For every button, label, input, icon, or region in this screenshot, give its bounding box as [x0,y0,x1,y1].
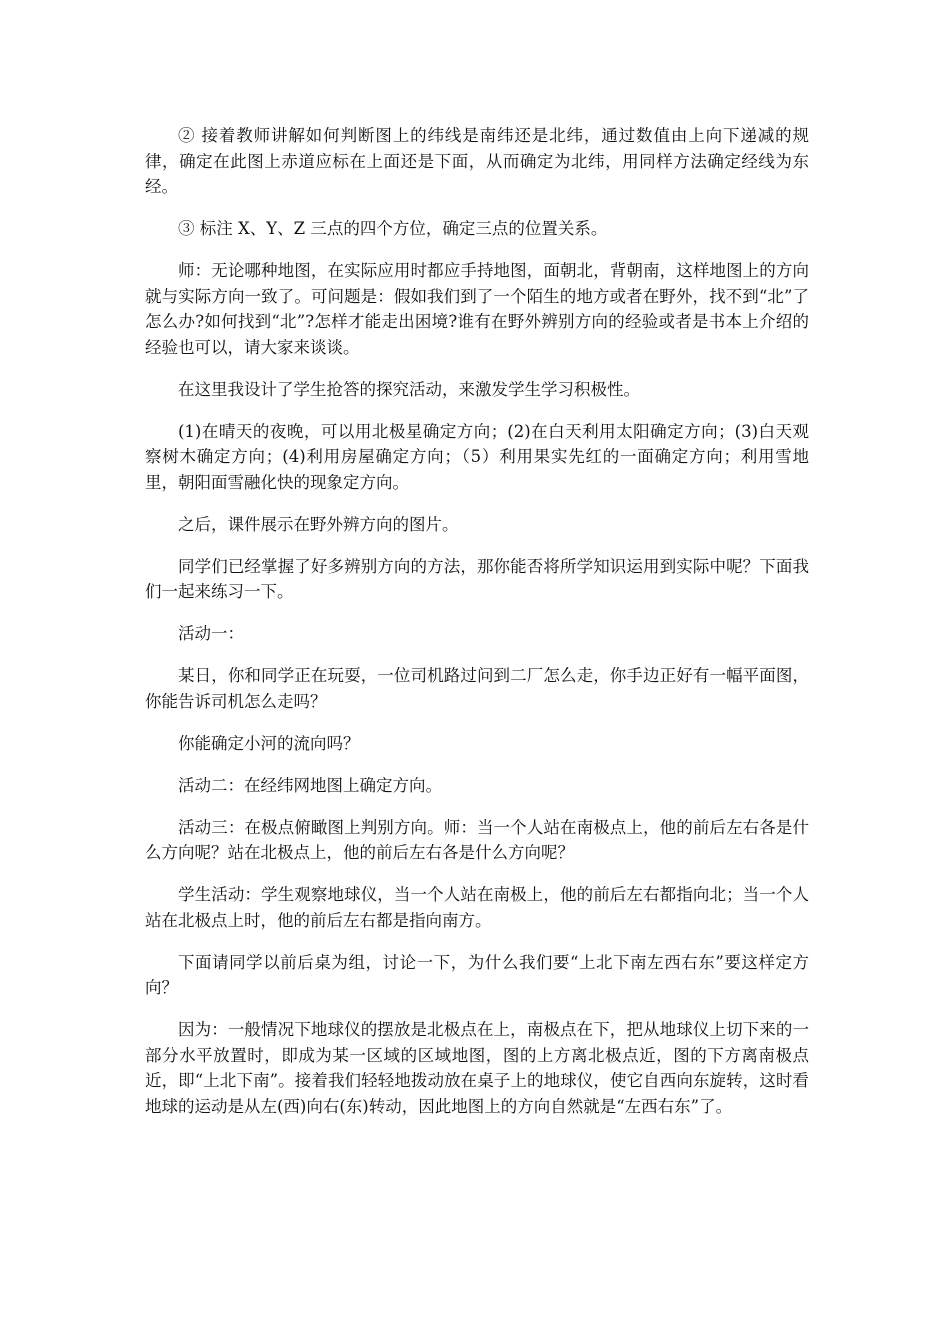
paragraph-step-2: ② 接着教师讲解如何判断图上的纬线是南纬还是北纬，通过数值由上向下递减的规律，确定在此图上赤道应标在上面还是下面，从而确定为北纬，用同样方法确定经线为东经。 [145,126,809,196]
paragraph-methods-list: (1)在晴天的夜晚，可以用北极星确定方向；(2)在白天利用太阳确定方向；(3)白天观察树木确定方向；(4)利用房屋确定方向；（5）利用果实先红的一面确定方向；利用雪地里，朝阳面雪融化快的现象定方向。 [145,421,809,492]
paragraph-teacher-question: 师：无论哪种地图，在实际应用时都应手持地图，面朝北，背朝南，这样地图上的方向就与实际方向一致了。可问题是：假如我们到了一个陌生的地方或者在野外，找不到“北”了怎么办?如何找到“北”?怎样才能走出困境?谁有在野外辨别方向的经验或者是书本上介绍的经验也可以，请大家来谈谈。 [145,261,809,357]
paragraph-activity-3: 活动三：在极点俯瞰图上判别方向。师：当一个人站在南极点上，他的前后左右各是什么方向呢？站在北极点上，他的前后左右各是什么方向呢？ [145,817,809,862]
paragraph-step-3: ③ 标注 X、Y、Z 三点的四个方位，确定三点的位置关系。 [178,219,608,238]
paragraph-activity-2: 活动二：在经纬网地图上确定方向。 [178,775,442,795]
paragraph-student-activity: 学生活动：学生观察地球仪，当一个人站在南极上，他的前后左右都指向北；当一个人站在北极点上时，他的前后左右都是指向南方。 [145,885,809,930]
paragraph-activity-1-scenario: 某日，你和同学正在玩耍，一位司机路过问到二厂怎么走，你手边正好有一幅平面图，你能告诉司机怎么走吗？ [145,666,809,711]
paragraph-explanation: 因为：一般情况下地球仪的摆放是北极点在上，南极点在下，把从地球仪上切下来的一部分水平放置时，即成为某一区域的区域地图，图的上方离北极点近，图的下方离南极点近，即“上北下南”。接着我们轻轻地拨动放在桌子上的地球仪，使它自西向东旋转，这时看地球的运动是从左(西)向右(东)转动，因此地图上的方向自然就是“左西右东”了。 [145,1020,809,1116]
paragraph-group-discussion: 下面请同学以前后桌为组，讨论一下，为什么我们要“上北下南左西右东”要这样定方向？ [145,952,809,997]
document-body [145,123,809,1136]
paragraph-practice-intro: 同学们已经掌握了好多辨别方向的方法，那你能否将所学知识运用到实际中呢？下面我们一起来练习一下。 [145,556,809,601]
paragraph-courseware: 之后，课件展示在野外辨方向的图片。 [178,514,459,534]
paragraph-activity-1-heading: 活动一： [178,624,244,643]
paragraph-river-question: 你能确定小河的流向吗？ [178,733,360,753]
paragraph-design-note: 在这里我设计了学生抢答的探究活动，来激发学生学习积极性。 [178,379,640,399]
